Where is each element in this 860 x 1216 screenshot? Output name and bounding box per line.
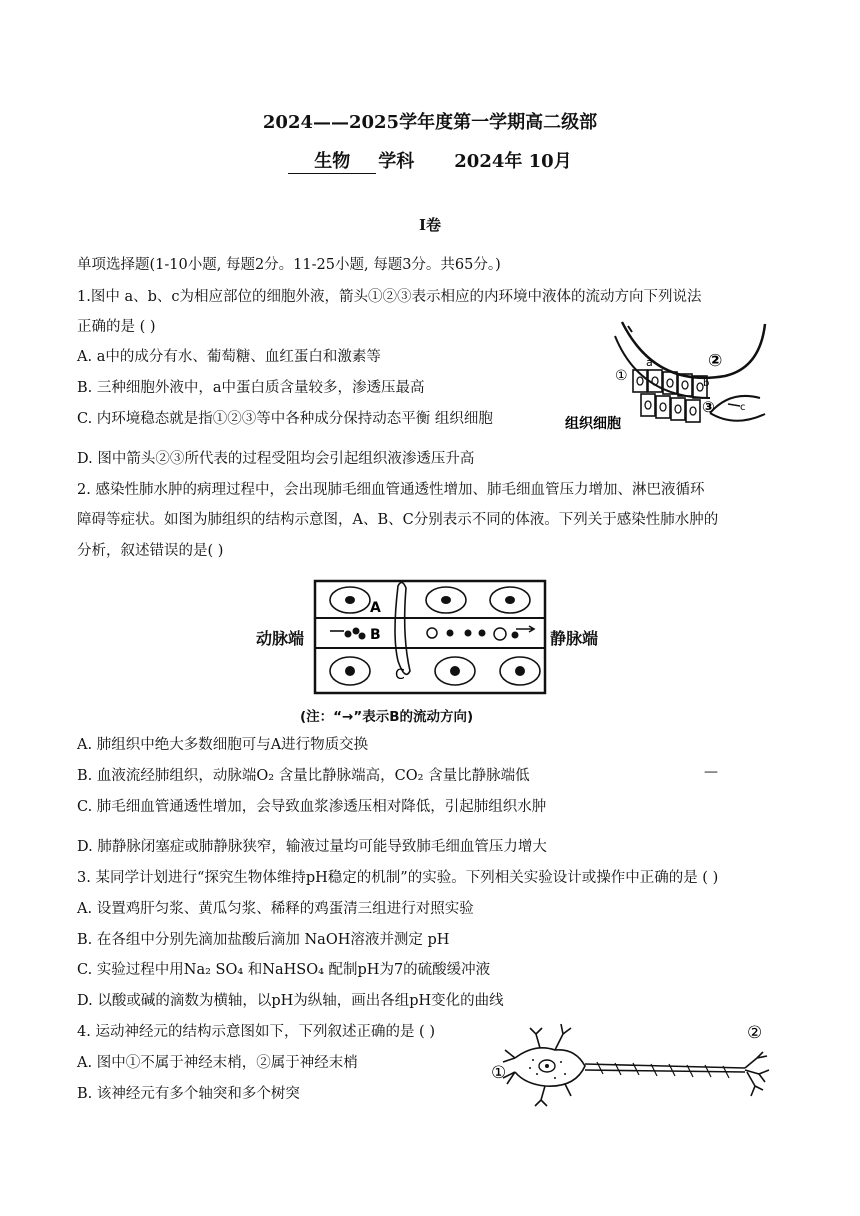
fig1-label-a: a: [646, 356, 653, 369]
q1-option-b: B. 三种细胞外液中，a中蛋白质含量较多，渗透压最高: [77, 380, 425, 396]
fig2-label-c: C: [395, 667, 405, 683]
q1-tissue-figure: [560, 318, 770, 438]
q2-option-c: C. 肺毛细血管通透性增加，会导致血浆渗透压相对降低，引起肺组织水肿: [77, 799, 547, 815]
q2-option-d: D. 肺静脉闭塞症或肺静脉狭窄，输液过量均可能导致肺毛细血管压力增大: [77, 839, 547, 855]
fig4-mark-1: ①: [491, 1063, 507, 1083]
fig1-caption: 组织细胞: [565, 416, 621, 432]
q2-stem-1: 2. 感染性肺水肿的病理过程中，会出现肺毛细血管通透性增加、肺毛细血管压力增加、淋巴液循环: [77, 482, 705, 498]
q3-option-a: A. 设置鸡肝匀浆、黄瓜匀浆、稀释的鸡蛋清三组进行对照实验: [77, 901, 474, 917]
fig4-mark-2: ②: [747, 1023, 763, 1043]
q4-neuron-figure: [485, 1018, 785, 1113]
fig2-left-label: 动脉端: [256, 629, 305, 648]
q3-option-c: C. 实验过程中用Na₂ SO₄ 和NaHSO₄ 配制pH为7的硫酸缓冲液: [77, 962, 491, 978]
q2-option-a: A. 肺组织中绝大多数细胞可与A进行物质交换: [77, 737, 369, 753]
q1-stem-2: 正确的是 ( ): [77, 319, 156, 335]
fig1-mark-3: ③: [702, 398, 715, 416]
fig2-label-a: A: [370, 600, 381, 616]
q1-stem-1: 1.图中 a、b、c为相应部位的细胞外液，箭头①②③表示相应的内环境中液体的流动方向下列说法: [77, 289, 702, 305]
q1-option-c: C. 内环境稳态就是指①②③等中各种成分保持动态平衡 组织细胞: [77, 411, 493, 427]
fig2-note: (注：“→”表示B的流动方向): [300, 709, 474, 725]
instructions: 单项选择题(1-10小题, 每题2分。11-25小题, 每题3分。共65分。): [77, 257, 501, 273]
q3-option-b: B. 在各组中分别先滴加盐酸后滴加 NaOH溶液并测定 pH: [77, 932, 450, 948]
subject-suffix: 学科: [378, 151, 415, 172]
exam-date: 2024年 10月: [454, 151, 572, 172]
fig1-mark-2: ②: [708, 351, 723, 371]
q3-stem-1: 3. 某同学计划进行“探究生物体维持pH稳定的机制”的实验。下列相关实验设计或操作中正确的是 ( ): [77, 870, 719, 886]
fig1-label-b: b: [703, 378, 710, 389]
section-title: I卷: [418, 216, 442, 234]
fig1-mark-1: ①: [615, 368, 628, 384]
subject-name: 生物: [288, 147, 376, 174]
q2-lung-figure: [310, 576, 550, 698]
fig2-label-b: B: [370, 627, 381, 643]
q1-option-a: A. a中的成分有水、葡萄糖、血红蛋白和激素等: [77, 349, 381, 365]
q4-stem-1: 4. 运动神经元的结构示意图如下，下列叙述正确的是 ( ): [77, 1024, 435, 1040]
q3-option-d: D. 以酸或碱的滴数为横轴，以pH为纵轴，画出各组pH变化的曲线: [77, 993, 504, 1009]
fig1-label-c: c: [740, 402, 746, 413]
stray-dash: —: [704, 764, 718, 780]
q1-option-d: D. 图中箭头②③所代表的过程受阻均会引起组织液渗透压升高: [77, 451, 475, 467]
q2-stem-2: 障碍等症状。如图为肺组织的结构示意图，A、B、C分别表示不同的体液。下列关于感染性肺水肿的: [77, 512, 719, 528]
fig2-right-label: 静脉端: [550, 629, 599, 648]
q2-option-b: B. 血液流经肺组织，动脉端O₂ 含量比静脉端高，CO₂ 含量比静脉端低: [77, 768, 530, 784]
q4-option-a: A. 图中①不属于神经末梢，②属于神经末梢: [77, 1055, 358, 1071]
q2-stem-3: 分析，叙述错误的是( ): [77, 543, 224, 559]
q4-option-b: B. 该神经元有多个轴突和多个树突: [77, 1086, 300, 1102]
exam-title: 2024——2025学年度第一学期高二级部: [262, 112, 598, 133]
exam-subtitle: [0, 147, 860, 174]
